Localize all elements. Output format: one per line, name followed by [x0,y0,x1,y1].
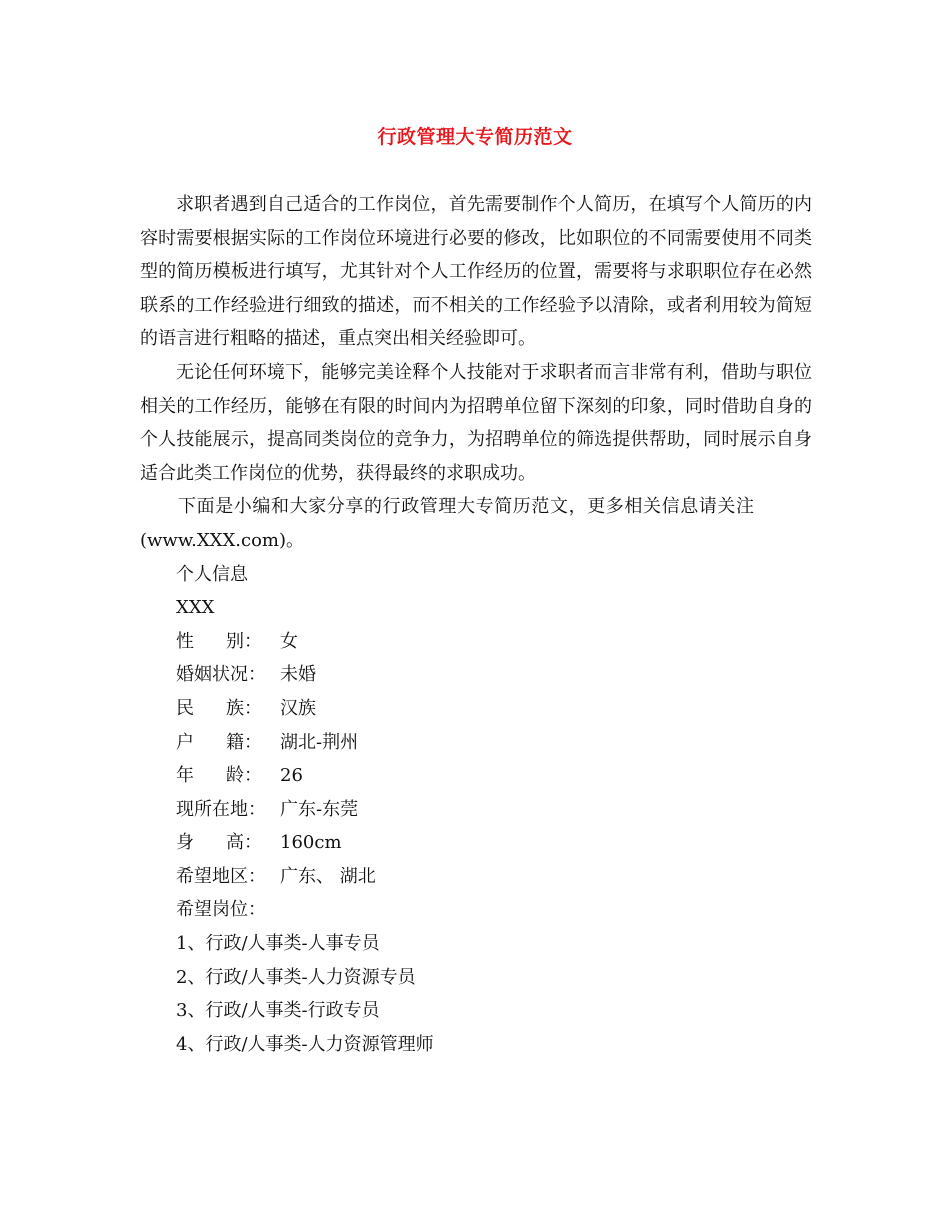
field-ethnicity [140,692,812,726]
positions-heading: 希望岗位： [176,899,266,921]
field-label: 户 籍： [176,731,262,753]
field-label: 希望地区： [176,865,266,887]
applicant-name: XXX [176,597,215,619]
field-value: 26 [280,765,303,787]
position-item: 2、行政/人事类-人力资源专员 [176,966,416,988]
section-heading-personal-info: 个人信息 [176,563,248,585]
field-label: 民 族： [176,697,262,719]
field-label: 婚姻状况： [176,664,266,686]
position-item: 1、行政/人事类-人事专员 [176,933,380,955]
field-value: 湖北-荆州 [280,731,359,753]
field-age [140,759,812,793]
field-value: 女 [280,630,298,652]
field-label: 性 别： [176,630,262,652]
field-household-registration [140,726,812,760]
field-label: 年 龄： [176,765,262,787]
field-value: 广东-东莞 [280,798,359,820]
document-body [140,188,812,1061]
field-gender [140,625,812,659]
share-link-line: (www.XXX.com)。 [140,529,305,551]
intro-paragraph-2: 无论任何环境下，能够完美诠释个人技能对于求职者而言非常有利，借助与职位相关的工作经历，能够在有限的时间内为招聘单位留下深刻的印象，同时借助自身的个人技能展示，提高同类岗位的竞争力，为招聘单位的筛选提供帮助，同时展示自身适合此类工作岗位的优势，获得最终的求职成功。 [140,361,812,484]
field-value: 广东、 湖北 [280,865,376,887]
field-current-location [140,793,812,827]
field-value: 160cm [280,832,342,854]
share-line: 下面是小编和大家分享的行政管理大专简历范文，更多相关信息请关注 [178,496,755,518]
field-desired-region [140,860,812,894]
intro-paragraph-1: 求职者遇到自己适合的工作岗位，首先需要制作个人简历，在填写个人简历的内容时需要根据实际的工作岗位环境进行必要的修改，比如职位的不同需要使用不同类型的简历模板进行填写，尤其针对个人工作经历的位置，需要将与求职职位存在必然联系的工作经验进行细致的描述，而不相关的工作经验予以清除，或者利用较为简短的语言进行粗略的描述，重点突出相关经验即可。 [140,194,812,350]
field-value: 汉族 [280,697,316,719]
field-label: 身 高： [176,832,262,854]
position-item: 3、行政/人事类-行政专员 [176,1000,380,1022]
position-item: 4、行政/人事类-人力资源管理师 [176,1033,434,1055]
field-value: 未婚 [280,664,316,686]
field-label: 现所在地： [176,798,266,820]
field-marital-status [140,658,812,692]
field-height [140,826,812,860]
document-title: 行政管理大专简历范文 [377,126,573,148]
